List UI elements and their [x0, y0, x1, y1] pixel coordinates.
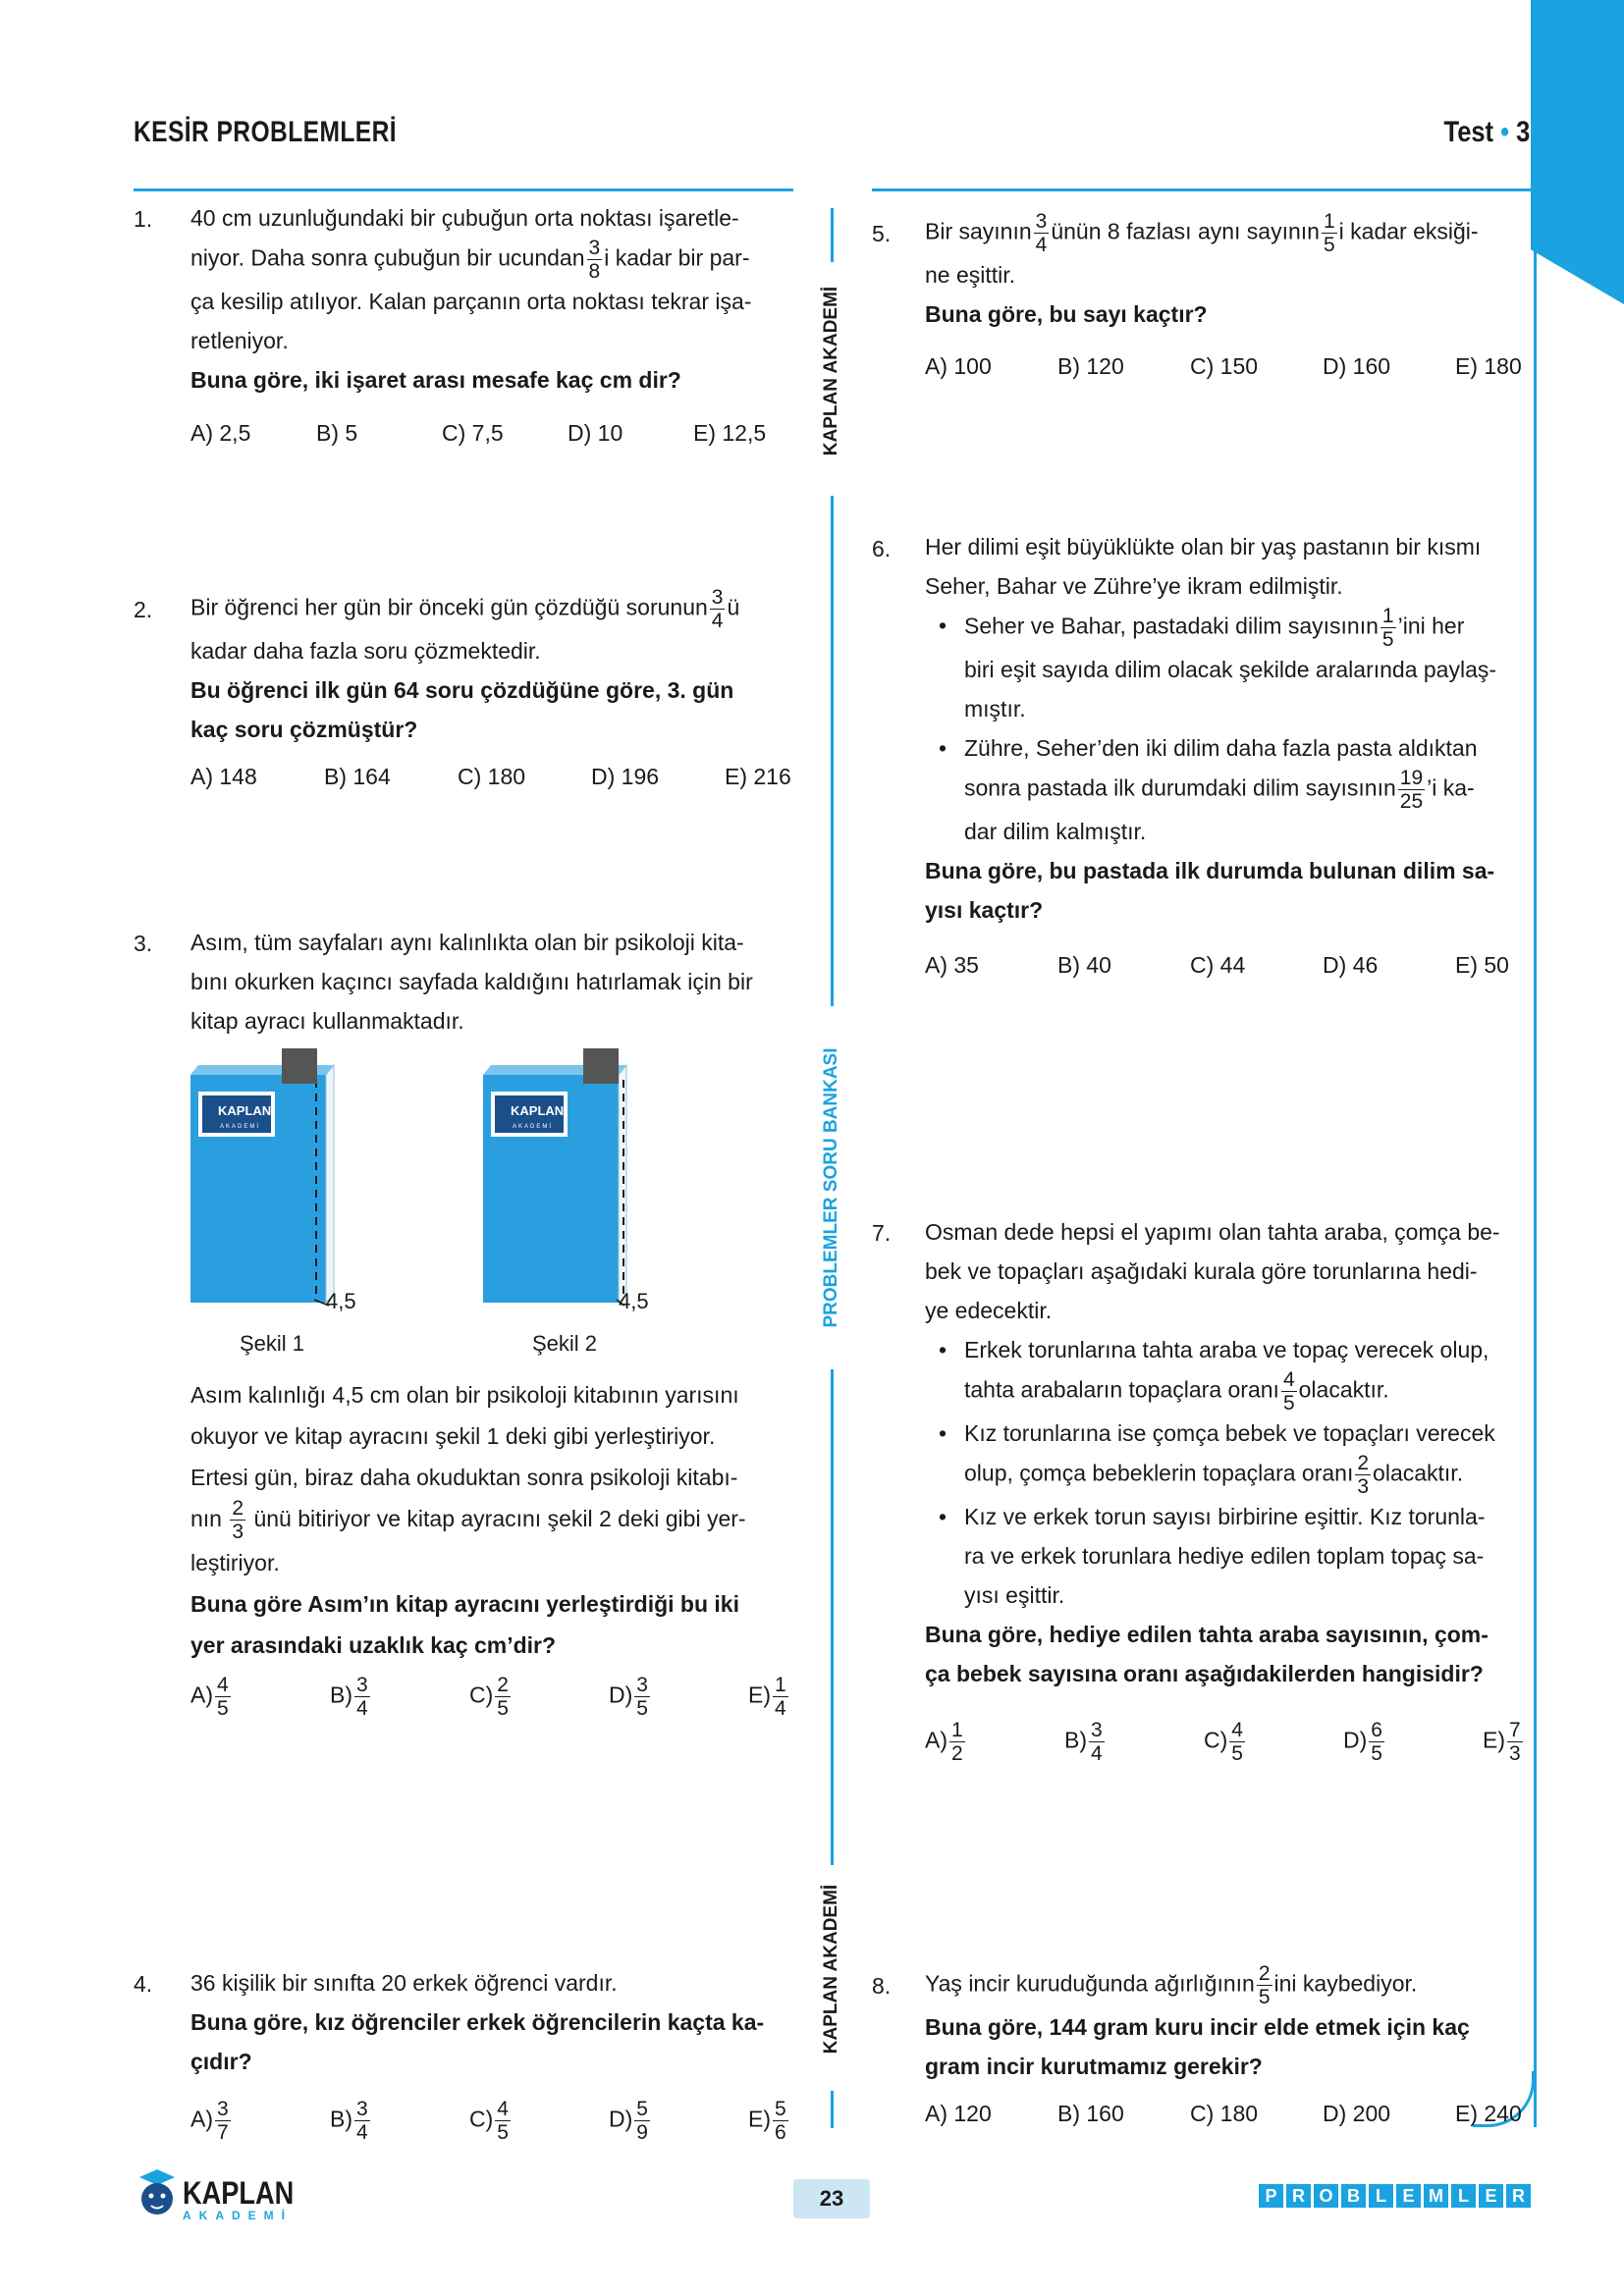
q6-text-d: ’i ka- [1427, 774, 1475, 801]
option-e[interactable]: E) 12,5 [693, 420, 767, 446]
option-c[interactable]: C) 7,5 [442, 420, 504, 446]
q7-question: Buna göre, hediye edilen tahta araba sayısının, çom- [925, 1622, 1489, 1647]
option-letter: D) [1343, 1727, 1368, 1753]
q7-fraction-2 [1355, 1453, 1371, 1497]
frac-num: 2 [1258, 1962, 1271, 1985]
q7-text-d: olacaktır. [1373, 1460, 1464, 1486]
q1-text-b: i kadar bir par- [604, 244, 750, 271]
option-d[interactable] [609, 1675, 748, 1719]
book-figure-2 [469, 1041, 666, 1310]
book-logo: KAPLAN [511, 1103, 565, 1118]
q8-text-a: Yaş incir kuruduğunda ağırlığının [925, 1970, 1255, 1997]
option-b[interactable]: B) 164 [324, 764, 391, 789]
dim-label-1: 4,5 [326, 1289, 356, 1313]
frac-den: 5 [1323, 234, 1335, 256]
q3-line: kitap ayracı kullanmaktadır. [190, 1008, 464, 1034]
q5-fraction-2 [1322, 211, 1337, 255]
q7-question: ça bebek sayısına oranı aşağıdakilerden hangisidir? [925, 1661, 1484, 1686]
q6-text-a: Seher ve Bahar, pastadaki dilim sayısının [964, 613, 1379, 639]
option-letter: A) [925, 1727, 947, 1753]
q6-line: mıştır. [964, 696, 1026, 721]
option-letter: C) [469, 1682, 494, 1708]
q6-text-b: ’ini her [1397, 613, 1465, 639]
option-e[interactable] [1483, 1720, 1622, 1764]
frac-den: 5 [1258, 1986, 1271, 2008]
frac-num: 1 [1381, 605, 1394, 627]
dim-label-2: 4,5 [619, 1289, 649, 1313]
tag-letter: R [1506, 2184, 1531, 2208]
option-letter: D) [609, 2106, 633, 2132]
frac-num: 4 [1231, 1719, 1243, 1741]
frac-den: 5 [636, 1697, 648, 1720]
q5-text-b: ünün 8 fazlası aynı sayının [1051, 218, 1320, 244]
q2-text [190, 587, 809, 749]
q7-line: • Kız torunlarına ise çomça bebek ve topaçları verecek [964, 1420, 1495, 1446]
q2-question: Bu öğrenci ilk gün 64 soru çözdüğüne göre, 3. gün [190, 677, 734, 703]
q6-bullet-1 [939, 606, 1539, 728]
q3-line: okuyor ve kitap ayracını şekil 1 deki gibi yerleştiriyor. [190, 1423, 716, 1449]
q6-text-c: sonra pastada ilk durumdaki dilim sayısının [964, 774, 1396, 801]
option-b[interactable] [330, 1675, 469, 1719]
q3-line [190, 1498, 799, 1542]
frac-den: 9 [636, 2121, 648, 2144]
q5-text [925, 211, 1539, 334]
q7-bullet-1 [939, 1330, 1539, 1414]
option-e[interactable] [748, 1675, 888, 1719]
frac-num: 1 [775, 1674, 786, 1696]
side-label-bottom: KAPLAN AKADEMİ [821, 1884, 841, 2055]
tag-letter: L [1369, 2184, 1393, 2208]
option-fraction [354, 1675, 370, 1719]
option-d[interactable]: D) 200 [1323, 2101, 1391, 2126]
q3-fraction [230, 1498, 245, 1542]
option-c[interactable]: C) 180 [1190, 2101, 1259, 2126]
frac-den: 3 [232, 1521, 244, 1544]
option-c[interactable]: C) 150 [1190, 353, 1259, 379]
book-logo-sub: AKADEMİ [220, 1124, 261, 1130]
book-logo-sub: AKADEMİ [513, 1124, 554, 1130]
option-c[interactable] [469, 2099, 609, 2143]
q5-question: Buna göre, bu sayı kaçtır? [925, 301, 1208, 327]
frac-den: 25 [1399, 790, 1424, 813]
q5-text-a: Bir sayının [925, 218, 1032, 244]
page-number: 23 [793, 2179, 870, 2218]
book-figure-1 [177, 1041, 373, 1310]
q7-line: • Kız ve erkek torun sayısı birbirine eşittir. Kız torunla- [964, 1504, 1486, 1529]
tag-letter: B [1341, 2184, 1366, 2208]
footer-logo-sub: AKADEMİ [183, 2209, 293, 2222]
option-e[interactable]: E) 240 [1455, 2101, 1522, 2126]
q3-text-a: nın [190, 1506, 222, 1531]
frac-den: 5 [1282, 1392, 1295, 1415]
q4-question: çıdır? [190, 2049, 252, 2074]
test-label [1443, 116, 1530, 149]
q1-fraction [587, 238, 603, 282]
option-fraction [773, 1675, 788, 1719]
option-d[interactable]: D) 10 [568, 420, 623, 446]
q1-question: Buna göre, iki işaret arası mesafe kaç cm dir? [190, 367, 681, 393]
q6-line: Seher, Bahar ve Zühre’ye ikram edilmiştir. [925, 573, 1343, 599]
option-b[interactable]: B) 160 [1057, 2101, 1124, 2126]
q6-line: biri eşit sayıda dilim olacak şekilde aralarında paylaş- [964, 657, 1497, 682]
frac-num: 2 [497, 1674, 509, 1696]
option-e[interactable]: E) 50 [1455, 952, 1509, 978]
option-letter: B) [1064, 1727, 1087, 1753]
q7-bullet-3 [939, 1497, 1539, 1615]
q5-fraction-1 [1034, 211, 1050, 255]
frac-num: 1 [951, 1719, 963, 1741]
q2-options [190, 764, 858, 790]
option-c[interactable]: C) 44 [1190, 952, 1246, 978]
option-a[interactable]: A) 2,5 [190, 420, 251, 446]
frac-den: 3 [1357, 1475, 1370, 1498]
q7-line: yısı eşittir. [964, 1582, 1065, 1608]
q2-line [190, 587, 809, 631]
option-b[interactable] [330, 2099, 469, 2143]
q1-text-a: niyor. Daha sonra çubuğun bir ucundan [190, 244, 585, 271]
frac-num: 1 [1323, 210, 1335, 233]
q1-options [190, 420, 819, 447]
q6-bullet-2 [939, 728, 1539, 851]
option-fraction [1089, 1720, 1105, 1764]
tag-letter: E [1396, 2184, 1421, 2208]
option-fraction [634, 1675, 650, 1719]
frac-num: 2 [232, 1497, 244, 1521]
frac-num: 3 [1035, 210, 1048, 233]
q7-line: ye edecektir. [925, 1298, 1053, 1323]
frac-den: 5 [497, 2121, 509, 2144]
frac-num: 3 [217, 2098, 229, 2120]
q3-line: Asım kalınlığı 4,5 cm olan bir psikoloji kitabının yarısını [190, 1382, 739, 1408]
option-c[interactable]: C) 180 [458, 764, 526, 789]
q7-line: Osman dede hepsi el yapımı olan tahta araba, çomça be- [925, 1219, 1500, 1245]
q3-options [190, 1675, 888, 1719]
test-dot: • [1499, 116, 1509, 148]
q8-question: gram incir kurutmamız gerekir? [925, 2054, 1263, 2079]
q3-text-b: ünü bitiriyor ve kitap ayracını şekil 2 deki gibi yer- [253, 1506, 746, 1531]
q6-fraction-2 [1398, 768, 1425, 812]
q5-options [925, 353, 1588, 380]
q7-line [964, 1453, 1539, 1497]
q7-text-c: olup, çomça bebeklerin topaçlara oranı [964, 1460, 1354, 1486]
q6-line: Her dilimi eşit büyüklükte olan bir yaş pastanın bir kısmı [925, 534, 1482, 560]
option-fraction [215, 2099, 231, 2143]
frac-den: 2 [951, 1742, 963, 1765]
option-fraction [634, 2099, 650, 2143]
q6-text [925, 527, 1539, 930]
q3-text [190, 923, 799, 1041]
frac-den: 5 [217, 1697, 229, 1720]
option-a[interactable]: A) 148 [190, 764, 257, 789]
q6-line: • Zühre, Seher’den iki dilim daha fazla pasta aldıktan [964, 735, 1478, 761]
q1-text [190, 198, 794, 400]
figure-1-caption: Şekil 1 [240, 1331, 305, 1356]
frac-den: 4 [1035, 234, 1048, 256]
frac-den: 5 [1371, 1742, 1382, 1765]
frame-right [1534, 188, 1537, 2127]
option-letter: A) [190, 2106, 213, 2132]
divider-segment [831, 208, 834, 262]
frac-den: 4 [1091, 1742, 1103, 1765]
frac-den: 5 [497, 1697, 509, 1720]
test-number: 3 [1515, 116, 1530, 148]
q4-question: Buna göre, kız öğrenciler erkek öğrencilerin kaçta ka- [190, 2009, 765, 2035]
side-label-middle: PROBLEMLER SORU BANKASI [821, 1047, 841, 1328]
q3-line: Ertesi gün, biraz daha okuduktan sonra psikoloji kitabı- [190, 1465, 738, 1490]
q7-number: 7. [872, 1220, 892, 1246]
option-e[interactable]: E) 216 [725, 764, 791, 789]
q4-text [190, 1963, 799, 2081]
option-fraction [354, 2099, 370, 2143]
divider-segment [831, 1369, 834, 1865]
option-e[interactable]: E) 180 [1455, 353, 1522, 379]
option-fraction [1229, 1720, 1245, 1764]
frac-num: 5 [636, 2098, 648, 2120]
option-a[interactable] [925, 1720, 1064, 1764]
q2-text-b: ü [727, 594, 740, 620]
q8-text [925, 1963, 1539, 2086]
option-d[interactable]: D) 160 [1323, 353, 1391, 379]
q1-line [190, 238, 794, 282]
figure-2-caption: Şekil 2 [532, 1331, 598, 1356]
frac-den: 4 [775, 1697, 786, 1720]
option-letter: D) [609, 1682, 633, 1708]
q3-number: 3. [134, 931, 153, 956]
option-d[interactable]: D) 196 [591, 764, 660, 789]
option-a[interactable] [190, 1675, 330, 1719]
q3-line: Asım, tüm sayfaları aynı kalınlıkta olan bir psikoloji kita- [190, 930, 744, 955]
option-fraction [949, 1720, 965, 1764]
frac-num: 3 [1091, 1719, 1103, 1741]
q5-text-c: i kadar eksiği- [1338, 218, 1479, 244]
frac-num: 7 [1509, 1719, 1521, 1741]
q6-number: 6. [872, 536, 892, 561]
q1-line: ça kesilip atılıyor. Kalan parçanın orta noktası tekrar işa- [190, 289, 752, 314]
option-a[interactable] [190, 2099, 330, 2143]
book-logo: KAPLAN [218, 1103, 272, 1118]
option-b[interactable] [1064, 1720, 1204, 1764]
option-d[interactable] [1343, 1720, 1483, 1764]
q2-text-a: Bir öğrenci her gün bir önceki gün çözdüğü sorunun [190, 594, 708, 620]
option-a[interactable]: A) 120 [925, 2101, 992, 2126]
tag-letter: L [1451, 2184, 1476, 2208]
q6-question: yısı kaçtır? [925, 897, 1044, 923]
frac-num: 3 [636, 1674, 648, 1696]
q7-line [964, 1369, 1539, 1414]
q7-text [925, 1212, 1539, 1693]
q2-question: kaç soru çözmüştür? [190, 717, 418, 742]
q8-text-b: ini kaybediyor. [1273, 1970, 1418, 1997]
q1-line: retleniyor. [190, 328, 289, 353]
option-letter: E) [748, 1682, 771, 1708]
frac-num: 4 [217, 1674, 229, 1696]
option-letter: C) [469, 2106, 494, 2132]
q6-line: dar dilim kalmıştır. [964, 819, 1147, 844]
frac-num: 3 [356, 1674, 368, 1696]
option-letter: E) [748, 2106, 771, 2132]
q5-line: ne eşittir. [925, 262, 1016, 288]
frac-den: 3 [1509, 1742, 1521, 1765]
q7-text-a: tahta arabaların topaçlara oranı [964, 1376, 1279, 1403]
q7-bullet-2 [939, 1414, 1539, 1497]
page-title: KESİR PROBLEMLERİ [134, 116, 398, 148]
tag-letter: O [1314, 2184, 1338, 2208]
q3-line: leştiriyor. [190, 1550, 280, 1576]
q7-options [925, 1720, 1622, 1764]
q5-line [925, 211, 1539, 255]
q8-question: Buna göre, 144 gram kuru incir elde etmek için kaç [925, 2014, 1470, 2040]
tag-letter: R [1286, 2184, 1311, 2208]
q6-options [925, 952, 1588, 979]
top-rule-right [872, 188, 1540, 191]
corner-tab [1531, 0, 1624, 304]
q6-line [964, 606, 1539, 650]
q3-question: yer arasındaki uzaklık kaç cm’dir? [190, 1632, 557, 1659]
option-b[interactable]: B) 120 [1057, 353, 1124, 379]
q7-line: • Erkek torunlarına tahta araba ve topaç verecek olup, [964, 1337, 1489, 1362]
tag-letter: M [1424, 2184, 1448, 2208]
option-a[interactable]: A) 35 [925, 952, 979, 978]
test-word: Test [1443, 116, 1493, 148]
frac-den: 7 [217, 2121, 229, 2144]
q4-options [190, 2099, 888, 2143]
option-a[interactable]: A) 100 [925, 353, 992, 379]
option-b[interactable]: B) 40 [1057, 952, 1111, 978]
q6-line [964, 768, 1539, 812]
frac-num: 3 [588, 237, 601, 259]
option-fraction [495, 2099, 511, 2143]
option-b[interactable]: B) 5 [316, 420, 358, 446]
frac-den: 4 [711, 610, 724, 632]
option-fraction [1369, 1720, 1384, 1764]
option-letter: B) [330, 1682, 352, 1708]
q4-line: 36 kişilik bir sınıfta 20 erkek öğrenci vardır. [190, 1970, 618, 1996]
option-letter: A) [190, 1682, 213, 1708]
option-d[interactable]: D) 46 [1323, 952, 1379, 978]
option-e[interactable] [748, 2099, 888, 2143]
option-fraction [1507, 1720, 1523, 1764]
footer-tag [1259, 2184, 1531, 2208]
q3-question: Buna göre Asım’ın kitap ayracını yerleştirdiği bu iki [190, 1591, 739, 1618]
frac-den: 4 [356, 2121, 368, 2144]
q8-options [925, 2101, 1588, 2127]
divider-segment [831, 496, 834, 1006]
option-letter: E) [1483, 1727, 1505, 1753]
option-c[interactable] [1204, 1720, 1343, 1764]
lion-logo-icon [134, 2165, 181, 2218]
q5-number: 5. [872, 221, 892, 246]
option-d[interactable] [609, 2099, 748, 2143]
option-fraction [495, 1675, 511, 1719]
footer-logo-text: KAPLAN [183, 2175, 295, 2211]
frac-den: 5 [1381, 628, 1394, 651]
tag-letter: P [1259, 2184, 1283, 2208]
q8-number: 8. [872, 1973, 892, 1999]
frac-num: 3 [711, 586, 724, 609]
q7-text-b: olacaktır. [1298, 1376, 1389, 1403]
q3-body [190, 1374, 799, 1666]
q8-fraction [1257, 1963, 1272, 2007]
q7-fraction-1 [1281, 1369, 1297, 1414]
q4-number: 4. [134, 1971, 153, 1997]
q6-fraction-1 [1380, 606, 1396, 650]
q2-fraction [710, 587, 726, 631]
frac-num: 5 [775, 2098, 786, 2120]
frac-num: 4 [497, 2098, 509, 2120]
option-c[interactable] [469, 1675, 609, 1719]
frac-num: 2 [1357, 1452, 1370, 1474]
q1-line: 40 cm uzunluğundaki bir çubuğun orta noktası işaretle- [190, 205, 739, 231]
side-label-top: KAPLAN AKADEMİ [821, 286, 841, 456]
q7-line: ra ve erkek torunlara hediye edilen toplam topaç sa- [964, 1543, 1485, 1569]
frac-den: 6 [775, 2121, 786, 2144]
q3-line: bını okurken kaçıncı sayfada kaldığını hatırlamak için bir [190, 969, 753, 994]
frac-num: 4 [1282, 1368, 1295, 1391]
tag-letter: E [1479, 2184, 1503, 2208]
option-fraction [773, 2099, 788, 2143]
frac-num: 6 [1371, 1719, 1382, 1741]
q1-number: 1. [134, 206, 153, 232]
q7-line: bek ve topaçları aşağıdaki kurala göre torunlarına hedi- [925, 1258, 1478, 1284]
top-rule-left [134, 188, 793, 191]
q2-number: 2. [134, 597, 153, 622]
frac-num: 19 [1399, 767, 1424, 789]
option-fraction [215, 1675, 231, 1719]
frac-num: 3 [356, 2098, 368, 2120]
q6-question: Buna göre, bu pastada ilk durumda bulunan dilim sa- [925, 858, 1495, 883]
option-letter: B) [330, 2106, 352, 2132]
frac-den: 8 [588, 260, 601, 283]
q2-line: kadar daha fazla soru çözmektedir. [190, 638, 541, 664]
option-letter: C) [1204, 1727, 1228, 1753]
frac-den: 4 [356, 1697, 368, 1720]
frac-den: 5 [1231, 1742, 1243, 1765]
q8-line [925, 1963, 1539, 2007]
